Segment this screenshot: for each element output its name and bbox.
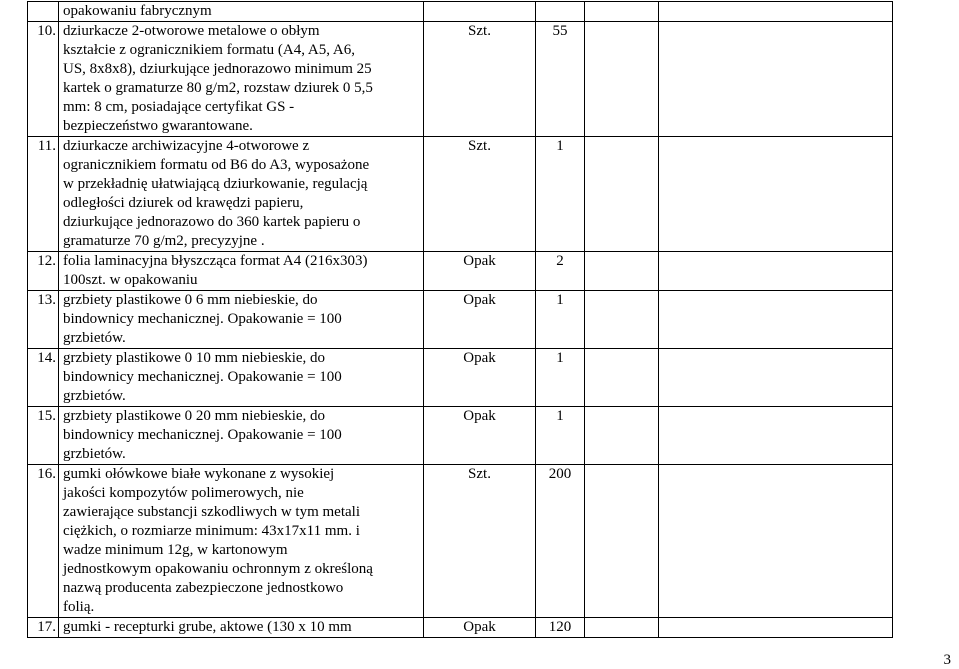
description-line: jednostkowym opakowaniu ochronnym z określoną bbox=[63, 561, 373, 577]
description-line: kształcie z ogranicznikiem formatu (A4, A5, A6, bbox=[63, 42, 355, 58]
empty-cell bbox=[585, 252, 659, 291]
quantity: 55 bbox=[536, 22, 585, 137]
description-line: bezpieczeństwo gwarantowane. bbox=[63, 118, 253, 134]
order-table bbox=[27, 1, 893, 638]
unit-of-measure: Opak bbox=[424, 618, 536, 638]
description-line: ciężkich, o rozmiarze minimum: 43x17x11 mm. i bbox=[63, 523, 360, 539]
description-line: 100szt. w opakowaniu bbox=[63, 272, 198, 288]
empty-cell bbox=[659, 407, 893, 465]
item-description bbox=[59, 349, 424, 407]
empty-cell bbox=[659, 618, 893, 638]
description-line: folia laminacyjna błyszcząca format A4 (216x303) bbox=[63, 253, 368, 269]
table-row bbox=[28, 2, 893, 22]
description-line: w przekładnię ułatwiającą dziurkowanie, regulacją bbox=[63, 176, 368, 192]
item-description bbox=[59, 22, 424, 137]
description-line: kartek o gramaturze 80 g/m2, rozstaw dziurek 0 5,5 bbox=[63, 80, 373, 96]
unit-of-measure: Szt. bbox=[424, 137, 536, 252]
unit-of-measure: Opak bbox=[424, 291, 536, 349]
row-number: 13. bbox=[28, 291, 59, 349]
row-number: 17. bbox=[28, 618, 59, 638]
empty-cell bbox=[585, 407, 659, 465]
row-number bbox=[28, 2, 59, 22]
table-row bbox=[28, 137, 893, 252]
description-line: bindownicy mechanicznej. Opakowanie = 100 bbox=[63, 427, 342, 443]
table-row bbox=[28, 349, 893, 407]
description-line: grzbiety plastikowe 0 20 mm niebieskie, do bbox=[63, 408, 326, 424]
empty-cell bbox=[659, 349, 893, 407]
description-line: ogranicznikiem formatu od B6 do A3, wyposażone bbox=[63, 157, 370, 173]
empty-cell bbox=[659, 2, 893, 22]
description-line: gumki - recepturki grube, aktowe (130 x 10 mm bbox=[63, 619, 352, 635]
quantity: 200 bbox=[536, 465, 585, 618]
empty-cell bbox=[659, 252, 893, 291]
description-line: dziurkacze 2-otworowe metalowe o obłym bbox=[63, 23, 320, 39]
description-line: grzbietów. bbox=[63, 446, 126, 462]
quantity bbox=[536, 2, 585, 22]
unit-of-measure: Opak bbox=[424, 349, 536, 407]
empty-cell bbox=[659, 291, 893, 349]
order-table-body bbox=[28, 2, 893, 638]
unit-of-measure: Szt. bbox=[424, 22, 536, 137]
empty-cell bbox=[585, 291, 659, 349]
quantity: 1 bbox=[536, 349, 585, 407]
item-description bbox=[59, 137, 424, 252]
empty-cell bbox=[585, 465, 659, 618]
description-line: US, 8x8x8), dziurkujące jednorazowo minimum 25 bbox=[63, 61, 372, 77]
unit-of-measure: Opak bbox=[424, 407, 536, 465]
description-line: mm: 8 cm, posiadające certyfikat GS - bbox=[63, 99, 295, 115]
table-row bbox=[28, 22, 893, 137]
description-line: folią. bbox=[63, 599, 95, 615]
description-line: odległości dziurek od krawędzi papieru, bbox=[63, 195, 304, 211]
item-description bbox=[59, 465, 424, 618]
description-line: grzbietów. bbox=[63, 388, 126, 404]
unit-of-measure: Opak bbox=[424, 252, 536, 291]
description-line: opakowaniu fabrycznym bbox=[63, 3, 212, 19]
row-number: 15. bbox=[28, 407, 59, 465]
item-description bbox=[59, 291, 424, 349]
description-line: grzbiety plastikowe 0 6 mm niebieskie, do bbox=[63, 292, 318, 308]
quantity: 120 bbox=[536, 618, 585, 638]
row-number: 10. bbox=[28, 22, 59, 137]
description-line: grzbiety plastikowe 0 10 mm niebieskie, do bbox=[63, 350, 326, 366]
quantity: 2 bbox=[536, 252, 585, 291]
quantity: 1 bbox=[536, 291, 585, 349]
description-line: bindownicy mechanicznej. Opakowanie = 100 bbox=[63, 369, 342, 385]
description-line: nazwą producenta zabezpieczone jednostkowo bbox=[63, 580, 344, 596]
item-description bbox=[59, 2, 424, 22]
table-row bbox=[28, 407, 893, 465]
description-line: zawierające substancji szkodliwych w tym metali bbox=[63, 504, 360, 520]
row-number: 12. bbox=[28, 252, 59, 291]
description-line: wadze minimum 12g, w kartonowym bbox=[63, 542, 288, 558]
item-description bbox=[59, 407, 424, 465]
description-line: jakości kompozytów polimerowych, nie bbox=[63, 485, 304, 501]
row-number: 14. bbox=[28, 349, 59, 407]
empty-cell bbox=[659, 465, 893, 618]
table-row bbox=[28, 618, 893, 638]
description-line: dziurkacze archiwizacyjne 4-otworowe z bbox=[63, 138, 310, 154]
row-number: 16. bbox=[28, 465, 59, 618]
unit-of-measure: Szt. bbox=[424, 465, 536, 618]
description-line: grzbietów. bbox=[63, 330, 126, 346]
description-line: gumki ołówkowe białe wykonane z wysokiej bbox=[63, 466, 335, 482]
page-number: 3 bbox=[943, 652, 951, 668]
table-row bbox=[28, 465, 893, 618]
empty-cell bbox=[659, 22, 893, 137]
empty-cell bbox=[585, 349, 659, 407]
description-line: dziurkujące jednorazowo do 360 kartek papieru o bbox=[63, 214, 361, 230]
quantity: 1 bbox=[536, 137, 585, 252]
unit-of-measure bbox=[424, 2, 536, 22]
empty-cell bbox=[585, 2, 659, 22]
empty-cell bbox=[585, 137, 659, 252]
table-row bbox=[28, 291, 893, 349]
empty-cell bbox=[659, 137, 893, 252]
quantity: 1 bbox=[536, 407, 585, 465]
empty-cell bbox=[585, 618, 659, 638]
table-row bbox=[28, 252, 893, 291]
item-description bbox=[59, 618, 424, 638]
item-description bbox=[59, 252, 424, 291]
row-number: 11. bbox=[28, 137, 59, 252]
empty-cell bbox=[585, 22, 659, 137]
description-line: bindownicy mechanicznej. Opakowanie = 100 bbox=[63, 311, 342, 327]
description-line: gramaturze 70 g/m2, precyzyjne . bbox=[63, 233, 265, 249]
